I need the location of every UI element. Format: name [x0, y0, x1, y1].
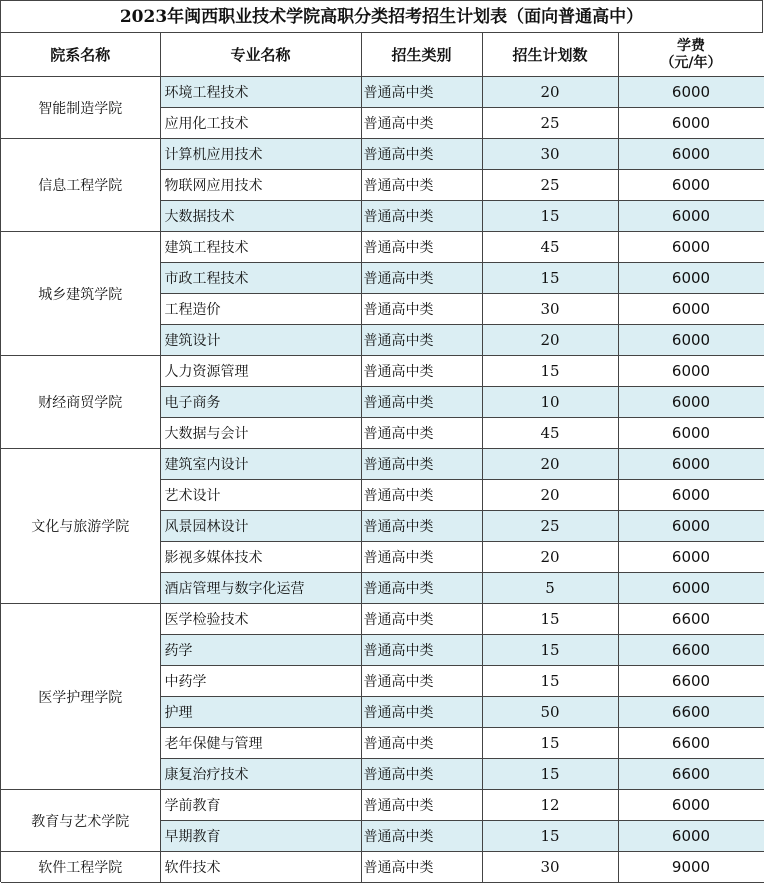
category-cell[interactable]: 普通高中类: [361, 77, 482, 108]
fee-cell[interactable]: 6000: [618, 170, 764, 201]
header-row: [1, 33, 764, 77]
header-fee-label: 学费: [677, 37, 705, 54]
header-fee[interactable]: [618, 33, 764, 77]
fee-cell[interactable]: 6000: [618, 573, 764, 604]
major-cell[interactable]: 老年保健与管理: [160, 728, 361, 759]
plan-cell[interactable]: 12: [482, 790, 618, 821]
plan-cell[interactable]: 20: [482, 542, 618, 573]
fee-cell[interactable]: 6600: [618, 666, 764, 697]
fee-cell[interactable]: 6000: [618, 201, 764, 232]
table-row: [1, 232, 764, 263]
major-cell[interactable]: 中药学: [160, 666, 361, 697]
table-row: [1, 356, 764, 387]
table-row: [1, 77, 764, 108]
plan-cell[interactable]: 30: [482, 139, 618, 170]
category-cell[interactable]: 普通高中类: [361, 480, 482, 511]
category-cell[interactable]: 普通高中类: [361, 170, 482, 201]
major-cell[interactable]: 学前教育: [160, 790, 361, 821]
fee-cell[interactable]: 6000: [618, 542, 764, 573]
table-row: [1, 852, 764, 883]
plan-cell[interactable]: 50: [482, 697, 618, 728]
college-cell[interactable]: 城乡建筑学院: [1, 232, 160, 356]
category-cell[interactable]: 普通高中类: [361, 852, 482, 883]
category-cell[interactable]: 普通高中类: [361, 511, 482, 542]
major-cell[interactable]: 建筑室内设计: [160, 449, 361, 480]
category-cell[interactable]: 普通高中类: [361, 697, 482, 728]
header-category[interactable]: 招生类别: [361, 33, 482, 77]
table-title: 2023年闽西职业技术学院高职分类招考招生计划表（面向普通高中）: [1, 1, 763, 33]
plan-cell[interactable]: 10: [482, 387, 618, 418]
table-row: [1, 604, 764, 635]
major-cell[interactable]: 建筑设计: [160, 325, 361, 356]
plan-cell[interactable]: 45: [482, 418, 618, 449]
plan-cell[interactable]: 15: [482, 635, 618, 666]
major-cell[interactable]: 医学检验技术: [160, 604, 361, 635]
category-cell[interactable]: 普通高中类: [361, 635, 482, 666]
plan-cell[interactable]: 15: [482, 263, 618, 294]
fee-cell[interactable]: 6000: [618, 480, 764, 511]
fee-cell[interactable]: 6000: [618, 511, 764, 542]
fee-cell[interactable]: 6600: [618, 604, 764, 635]
plan-cell[interactable]: 5: [482, 573, 618, 604]
major-cell[interactable]: 艺术设计: [160, 480, 361, 511]
table-body: [1, 77, 764, 883]
major-cell[interactable]: 风景园林设计: [160, 511, 361, 542]
major-cell[interactable]: 康复治疗技术: [160, 759, 361, 790]
category-cell[interactable]: 普通高中类: [361, 604, 482, 635]
fee-cell[interactable]: 6000: [618, 449, 764, 480]
plan-cell[interactable]: 15: [482, 821, 618, 852]
fee-cell[interactable]: 6000: [618, 232, 764, 263]
category-cell[interactable]: 普通高中类: [361, 573, 482, 604]
enrollment-table: [1, 33, 764, 883]
major-cell[interactable]: 大数据技术: [160, 201, 361, 232]
plan-cell[interactable]: 30: [482, 852, 618, 883]
category-cell[interactable]: 普通高中类: [361, 108, 482, 139]
category-cell[interactable]: 普通高中类: [361, 728, 482, 759]
major-cell[interactable]: 市政工程技术: [160, 263, 361, 294]
category-cell[interactable]: 普通高中类: [361, 294, 482, 325]
category-cell[interactable]: 普通高中类: [361, 139, 482, 170]
major-cell[interactable]: 酒店管理与数字化运营: [160, 573, 361, 604]
major-cell[interactable]: 物联网应用技术: [160, 170, 361, 201]
major-cell[interactable]: 人力资源管理: [160, 356, 361, 387]
plan-cell[interactable]: 15: [482, 201, 618, 232]
college-cell[interactable]: 信息工程学院: [1, 139, 160, 232]
header-plan[interactable]: 招生计划数: [482, 33, 618, 77]
plan-cell[interactable]: 15: [482, 356, 618, 387]
major-cell[interactable]: 影视多媒体技术: [160, 542, 361, 573]
fee-cell[interactable]: 6000: [618, 139, 764, 170]
fee-cell[interactable]: 6600: [618, 759, 764, 790]
plan-cell[interactable]: 25: [482, 108, 618, 139]
fee-cell[interactable]: 6000: [618, 294, 764, 325]
fee-cell[interactable]: 6000: [618, 108, 764, 139]
category-cell[interactable]: 普通高中类: [361, 263, 482, 294]
category-cell[interactable]: 普通高中类: [361, 387, 482, 418]
fee-cell[interactable]: 6600: [618, 635, 764, 666]
category-cell[interactable]: 普通高中类: [361, 449, 482, 480]
category-cell[interactable]: 普通高中类: [361, 201, 482, 232]
plan-cell[interactable]: 20: [482, 480, 618, 511]
plan-cell[interactable]: 15: [482, 759, 618, 790]
college-cell[interactable]: 软件工程学院: [1, 852, 160, 883]
fee-cell[interactable]: 9000: [618, 852, 764, 883]
header-college[interactable]: 院系名称: [1, 33, 160, 77]
category-cell[interactable]: 普通高中类: [361, 232, 482, 263]
category-cell[interactable]: 普通高中类: [361, 821, 482, 852]
plan-cell[interactable]: 30: [482, 294, 618, 325]
college-cell[interactable]: 智能制造学院: [1, 77, 160, 139]
table-row: [1, 790, 764, 821]
plan-cell[interactable]: 45: [482, 232, 618, 263]
plan-cell[interactable]: 25: [482, 170, 618, 201]
fee-cell[interactable]: 6000: [618, 418, 764, 449]
header-major[interactable]: 专业名称: [160, 33, 361, 77]
major-cell[interactable]: 早期教育: [160, 821, 361, 852]
fee-cell[interactable]: 6000: [618, 356, 764, 387]
major-cell[interactable]: 应用化工技术: [160, 108, 361, 139]
fee-cell[interactable]: 6000: [618, 325, 764, 356]
major-cell[interactable]: 工程造价: [160, 294, 361, 325]
category-cell[interactable]: 普通高中类: [361, 759, 482, 790]
fee-cell[interactable]: 6000: [618, 77, 764, 108]
college-cell[interactable]: 医学护理学院: [1, 604, 160, 790]
fee-cell[interactable]: 6000: [618, 790, 764, 821]
category-cell[interactable]: 普通高中类: [361, 356, 482, 387]
major-cell[interactable]: 建筑工程技术: [160, 232, 361, 263]
category-cell[interactable]: 普通高中类: [361, 418, 482, 449]
category-cell[interactable]: 普通高中类: [361, 666, 482, 697]
header-fee-unit: （元/年）: [660, 54, 722, 71]
category-cell[interactable]: 普通高中类: [361, 790, 482, 821]
major-cell[interactable]: 大数据与会计: [160, 418, 361, 449]
plan-cell[interactable]: 15: [482, 728, 618, 759]
fee-cell[interactable]: 6600: [618, 697, 764, 728]
plan-cell[interactable]: 20: [482, 325, 618, 356]
major-cell[interactable]: 计算机应用技术: [160, 139, 361, 170]
fee-cell[interactable]: 6000: [618, 821, 764, 852]
college-cell[interactable]: 财经商贸学院: [1, 356, 160, 449]
plan-cell[interactable]: 15: [482, 604, 618, 635]
category-cell[interactable]: 普通高中类: [361, 325, 482, 356]
fee-cell[interactable]: 6000: [618, 387, 764, 418]
major-cell[interactable]: 软件技术: [160, 852, 361, 883]
plan-cell[interactable]: 25: [482, 511, 618, 542]
plan-cell[interactable]: 15: [482, 666, 618, 697]
table-row: [1, 449, 764, 480]
table-row: [1, 139, 764, 170]
college-cell[interactable]: 教育与艺术学院: [1, 790, 160, 852]
plan-cell[interactable]: 20: [482, 77, 618, 108]
college-cell[interactable]: 文化与旅游学院: [1, 449, 160, 604]
major-cell[interactable]: 护理: [160, 697, 361, 728]
major-cell[interactable]: 药学: [160, 635, 361, 666]
major-cell[interactable]: 电子商务: [160, 387, 361, 418]
plan-cell[interactable]: 20: [482, 449, 618, 480]
category-cell[interactable]: 普通高中类: [361, 542, 482, 573]
major-cell[interactable]: 环境工程技术: [160, 77, 361, 108]
fee-cell[interactable]: 6000: [618, 263, 764, 294]
fee-cell[interactable]: 6600: [618, 728, 764, 759]
